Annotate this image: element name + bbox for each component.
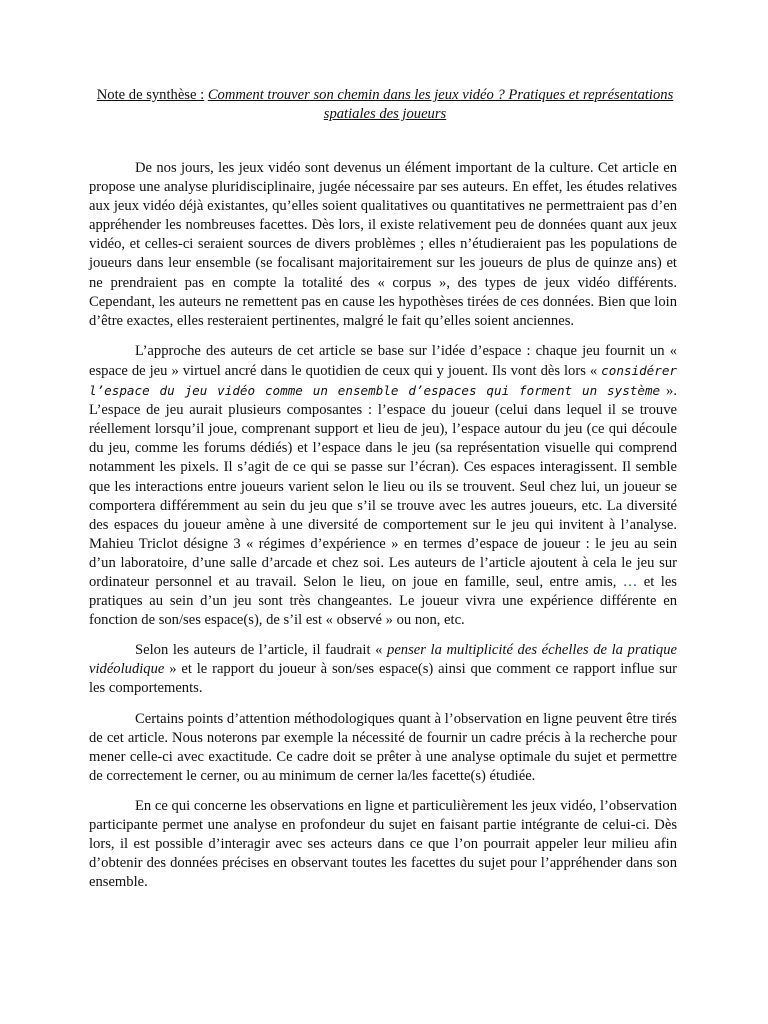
paragraph-1: De nos jours, les jeux vidéo sont devenus un élément important de la culture. Cet article en propose une analyse pluridisciplinaire, jugée nécessaire par ses auteurs. En effet, les études relatives aux jeux vidéo déjà existantes, qu’elles soient qualitatives ou quantitatives ne permettraient pas d’en appréhender les nombreuses facettes. Dès lors, il existe relativement peu de données quant aux jeux vidéo, et celles-ci seraient sources de divers problèmes ; elles n’étudieraient pas les populations de joueurs dans leur ensemble (se focalisant majoritairement sur les joueurs de plus de quinze ans) et ne prendraient pas en compte la totalité des « corpus », des types de jeux vidéo différents. Cependant, les auteurs ne remettent pas en cause les hypothèses tirées de ces données. Bien que loin d’être exactes, elles resteraient pertinentes, malgré le fait qu’elles soient anciennes.	[89, 160, 677, 329]
paragraph-2-quote: considérer l’espace du jeu vidéo comme un ensemble d’espaces qui forment un système	[89, 362, 677, 399]
paragraph-3-part-b: » et le rapport du joueur à son/ses espace(s) ainsi que comment ce rapport influe sur les comportements.	[89, 661, 677, 697]
paragraph-2-ellipsis: …	[622, 573, 638, 590]
paragraph-2-part-b: ». L’espace de jeu aurait plusieurs composantes : l’espace du joueur (celui dans lequel il se trouve réellement lorsqu’il joue, comprenant support et lieu de jeu), l’espace autour du jeu (ce qui découle du jeu, comme les forums dédiés) et l’espace dans le jeu (sa représentation visuelle qui comprend notamment les pixels. Il s’agit de ce qui se passe sur l’écran). Ces espaces interagissent. Il semble que les interactions entre joueurs varient selon le lieu ou ils se trouvent. Seul chez lui, un joueur se comportera différemment au sein du jeu que s’il se trouve avec les autres joueurs, etc. La diversité des espaces du joueur amène à une diversité de comportement sur le jeu qui invitent à l’analyse. Mahieu Triclot désigne 3 « régimes d’expérience » en termes d’espace de joueur : le jeu au sein d’un laboratoire, d’une salle d’arcade et chez soi. Les auteurs de l’article ajoutent à cela le jeu sur ordinateur personnel et au travail. Selon le lieu, on joue en famille, seul, entre amis,	[89, 383, 677, 590]
paragraph-3-quote: penser la multiplicité des échelles de la pratique vidéoludique	[89, 642, 677, 678]
paragraph-2-part-c: et les pratiques au sein d’un jeu sont très changeantes. Le joueur vivra une expérience différente en fonction de son/ses espace(s), de s’il est « observé » ou non, etc.	[89, 573, 677, 629]
paragraph-5: En ce qui concerne les observations en ligne et particulièrement les jeux vidéo, l’observation participante permet une analyse en profondeur du sujet en faisant partie intégrante de celui-ci. Dès lors, il est possible d’interagir avec ses acteurs dans ce que l’on pourrait appeler leur milieu afin d’obtenir des données précises en observant toutes les facettes du sujet pour l’appréhender dans son ensemble.	[89, 797, 677, 891]
title-rest: Comment trouver son chemin dans les jeux vidéo ? Pratiques et représentations spatiales des joueurs	[207, 87, 674, 122]
paragraph-2-part-a: L’approche des auteurs de cet article se base sur l’idée d’espace : chaque jeu fournit un « espace de jeu » virtuel ancré dans le quotidien de ceux qui y jouent. Ils vont dès lors «	[89, 342, 677, 379]
document-body	[89, 159, 677, 903]
paragraph-2	[89, 342, 677, 630]
title-lead: Note de synthèse :	[96, 87, 205, 103]
paragraph-3-part-a: Selon les auteurs de l’article, il faudrait «	[135, 642, 388, 659]
paragraph-4: Certains points d’attention méthodologiques quant à l’observation en ligne peuvent être tirés de cet article. Nous noterons par exemple la nécessité de fournir un cadre précis à la recherche pour mener celle-ci avec exactitude. Ce cadre doit se prêter à une analyse optimale du sujet et permettre de correctement le cerner, ou au minimum de cerner la/les facette(s) étudiée.	[89, 710, 677, 784]
document-title	[96, 86, 674, 124]
paragraph-3	[89, 641, 677, 698]
